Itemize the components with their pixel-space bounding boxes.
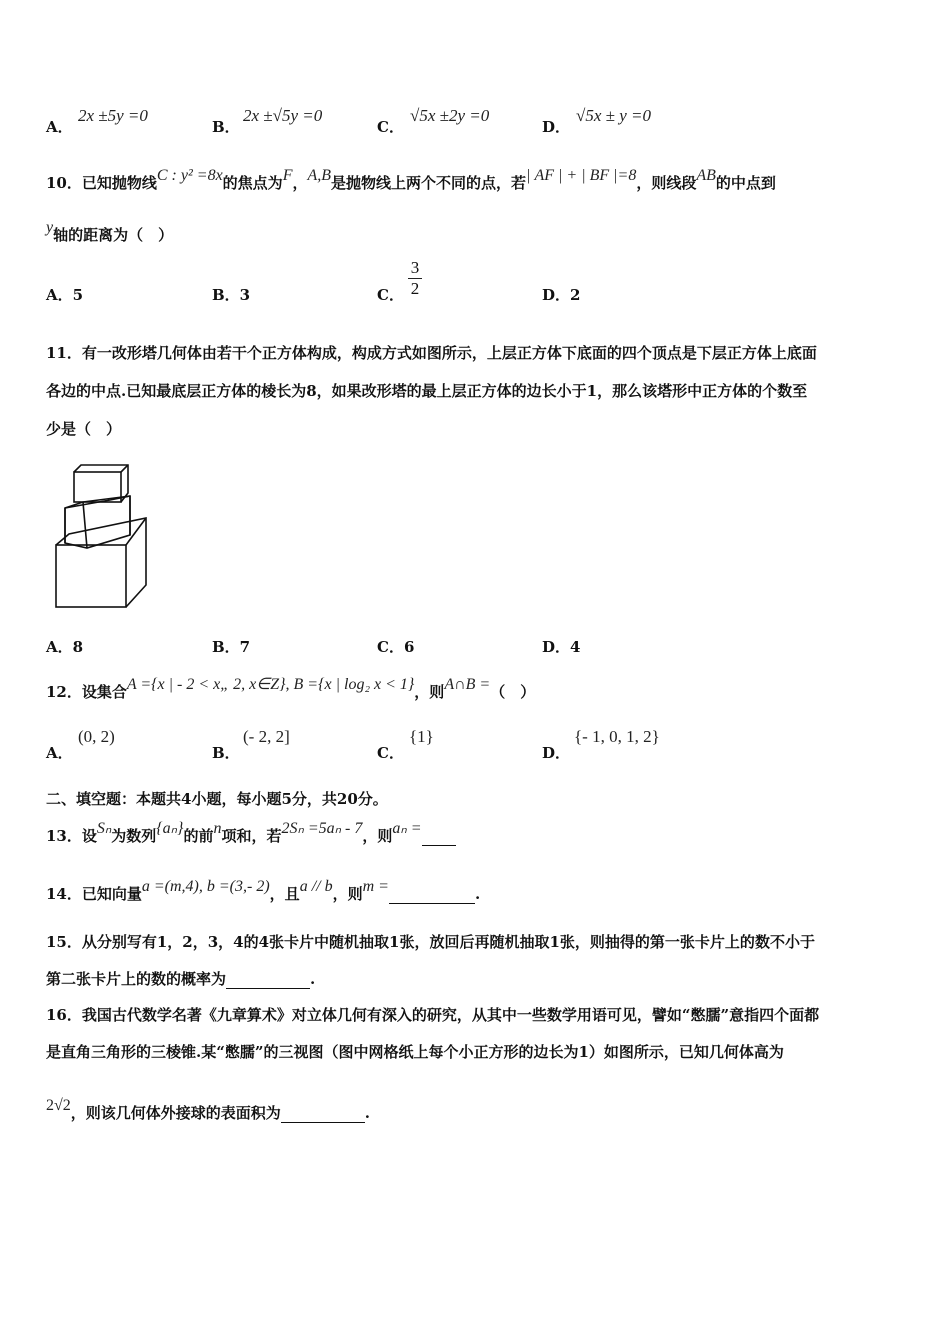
q13-n: n bbox=[213, 820, 222, 837]
q14-prefix: 14．已知向量 bbox=[46, 885, 142, 903]
q10-option-a: A．5 bbox=[46, 286, 84, 304]
q14-ask: m = bbox=[362, 878, 389, 895]
q16-answer-blank bbox=[281, 1104, 365, 1123]
q15-stem-line1: 15．从分别写有1，2，3，4的4张卡片中随机抽取1张，放回后再随机抽取1张，则抽得的第一张卡片上的数不小于 bbox=[46, 933, 815, 951]
top-cube-side bbox=[74, 465, 128, 502]
bottom-cube-side bbox=[56, 518, 146, 607]
q12-option-c-label: C． bbox=[377, 744, 404, 762]
q13-sn: Sₙ bbox=[96, 820, 112, 837]
q16-line3-text: ，则该几何体外接球的表面积为 bbox=[70, 1104, 281, 1122]
q9-option-b-label: B． bbox=[212, 118, 240, 136]
q13-sequence: {aₙ} bbox=[156, 820, 184, 837]
q11-option-b: B．7 bbox=[212, 638, 251, 656]
q12-option-a-value: (0, 2) bbox=[78, 727, 115, 746]
q10-option-b: B．3 bbox=[212, 286, 251, 304]
q14-vectors: a =(m,4), b =(3,- 2) bbox=[141, 878, 270, 895]
q15-stem-line2 bbox=[46, 968, 315, 989]
section-heading-fill-in: 二、填空题：本题共4小题，每小题5分，共20分。 bbox=[46, 790, 388, 808]
q12-option-d-value: {- 1, 0, 1, 2} bbox=[574, 727, 660, 746]
q16-stem-line1: 16．我国古代数学名著《九章算术》对立体几何有深入的研究，从其中一些数学用语可见，譬如“憋臑”意指四个面都 bbox=[46, 1006, 820, 1024]
q10-focus: F bbox=[282, 167, 293, 184]
q10-text-2: ， bbox=[292, 174, 308, 192]
q13-text-1: 为数列 bbox=[111, 827, 157, 845]
q14-parallel: a // b bbox=[299, 878, 333, 895]
q15-end: . bbox=[310, 970, 316, 988]
q13-answer-blank bbox=[422, 827, 456, 846]
q10-stem-line1 bbox=[46, 167, 776, 193]
q10-prefix: 10．已知抛物线 bbox=[46, 174, 157, 192]
q10-points: A,B bbox=[307, 167, 332, 184]
q12-prefix: 12．设集合 bbox=[46, 683, 127, 701]
q12-set-b: {x | log₂ x < 1} bbox=[318, 676, 415, 693]
q12-text-1: ，则 bbox=[414, 683, 445, 701]
q11-stem-line1: 11．有一改形塔几何体由若干个正方体构成，构成方式如图所示，上层正方体下底面的四个顶点是下层正方体上底面 bbox=[46, 344, 817, 362]
q16-stem-line2: 是直角三角形的三棱锥.某“憋臑”的三视图（图中网格纸上每个小正方形的边长为1）如图所示，已知几何体高为 bbox=[46, 1043, 784, 1061]
q12-stem bbox=[46, 676, 536, 702]
q11-stem-line2: 各边的中点.已知最底层正方体的棱长为8，如果改形塔的最上层正方体的边长小于1，那么该塔形中正方体的个数至 bbox=[46, 382, 808, 400]
q10-condition: | AF | + | BF |=8 bbox=[526, 167, 637, 184]
q9-option-c-label: C． bbox=[377, 118, 404, 136]
q10-fraction-numerator: 3 bbox=[408, 258, 422, 279]
q12-text-2: （ ） bbox=[490, 683, 536, 701]
q10-parabola: C : y² =8x bbox=[156, 167, 223, 184]
q9-option-a-value: 2x ±5y =0 bbox=[78, 106, 148, 125]
q12-option-b-value: (- 2, 2] bbox=[243, 727, 290, 746]
q10-stem-line2 bbox=[46, 219, 174, 245]
q16-height: 2√2 bbox=[46, 1097, 71, 1114]
q13-text-3: 项和，若 bbox=[221, 827, 282, 845]
q13-ask: aₙ = bbox=[392, 820, 422, 837]
q12-option-a-label: A． bbox=[46, 744, 73, 762]
q11-option-d: D．4 bbox=[542, 638, 581, 656]
q10-segment: AB bbox=[696, 167, 716, 184]
q15-line2-text: 第二张卡片上的数的概率为 bbox=[46, 970, 227, 988]
q11-option-c: C．6 bbox=[377, 638, 415, 656]
q10-y-axis: y bbox=[46, 219, 54, 236]
q10-option-c-label: C． bbox=[377, 286, 404, 304]
q12-expression: A∩B = bbox=[444, 676, 491, 693]
q10-fraction-denominator: 2 bbox=[410, 279, 420, 298]
q10-option-d: D．2 bbox=[542, 286, 581, 304]
q12-option-d-label: D． bbox=[542, 744, 571, 762]
q10-option-c-fraction bbox=[408, 258, 422, 299]
q14-text-1: ，且 bbox=[269, 885, 300, 903]
q10-text-4: ，则线段 bbox=[636, 174, 697, 192]
q14-end: . bbox=[474, 885, 481, 903]
q10-text-6: 轴的距离为（ ） bbox=[53, 226, 174, 244]
q13-prefix: 13．设 bbox=[46, 827, 97, 845]
q16-stem-line3 bbox=[46, 1097, 371, 1123]
q9-option-d-label: D． bbox=[542, 118, 571, 136]
q10-text-1: 的焦点为 bbox=[222, 174, 283, 192]
q10-text-3: 是抛物线上两个不同的点，若 bbox=[331, 174, 527, 192]
q14-stem bbox=[46, 878, 481, 904]
q9-option-b-value: 2x ±√5y =0 bbox=[243, 106, 323, 125]
q12-set-a: A ={x | - 2 < x„ 2, x∈Z}, B = bbox=[126, 676, 319, 693]
q14-answer-blank bbox=[389, 885, 475, 904]
q11-stem-line3: 少是（ ） bbox=[46, 420, 122, 438]
q13-text-4: ，则 bbox=[362, 827, 393, 845]
q16-end: . bbox=[364, 1104, 371, 1122]
q13-condition: 2Sₙ =5aₙ - 7 bbox=[281, 820, 363, 837]
bottom-cube-front bbox=[56, 545, 126, 607]
q11-option-a: A．8 bbox=[46, 638, 84, 656]
q13-stem bbox=[46, 820, 456, 846]
q9-option-a-label: A． bbox=[46, 118, 73, 136]
q14-text-2: ，则 bbox=[332, 885, 363, 903]
q9-option-d-value: √5x ± y =0 bbox=[576, 106, 651, 125]
q12-option-c-value: {1} bbox=[409, 727, 434, 746]
q10-text-5: 的中点到 bbox=[715, 174, 776, 192]
q12-option-b-label: B． bbox=[212, 744, 240, 762]
middle-cube-front bbox=[65, 496, 130, 548]
tower-figure bbox=[50, 460, 154, 612]
q9-option-c-value: √5x ±2y =0 bbox=[410, 106, 490, 125]
q15-answer-blank bbox=[226, 970, 310, 989]
q13-text-2: 的前 bbox=[183, 827, 214, 845]
